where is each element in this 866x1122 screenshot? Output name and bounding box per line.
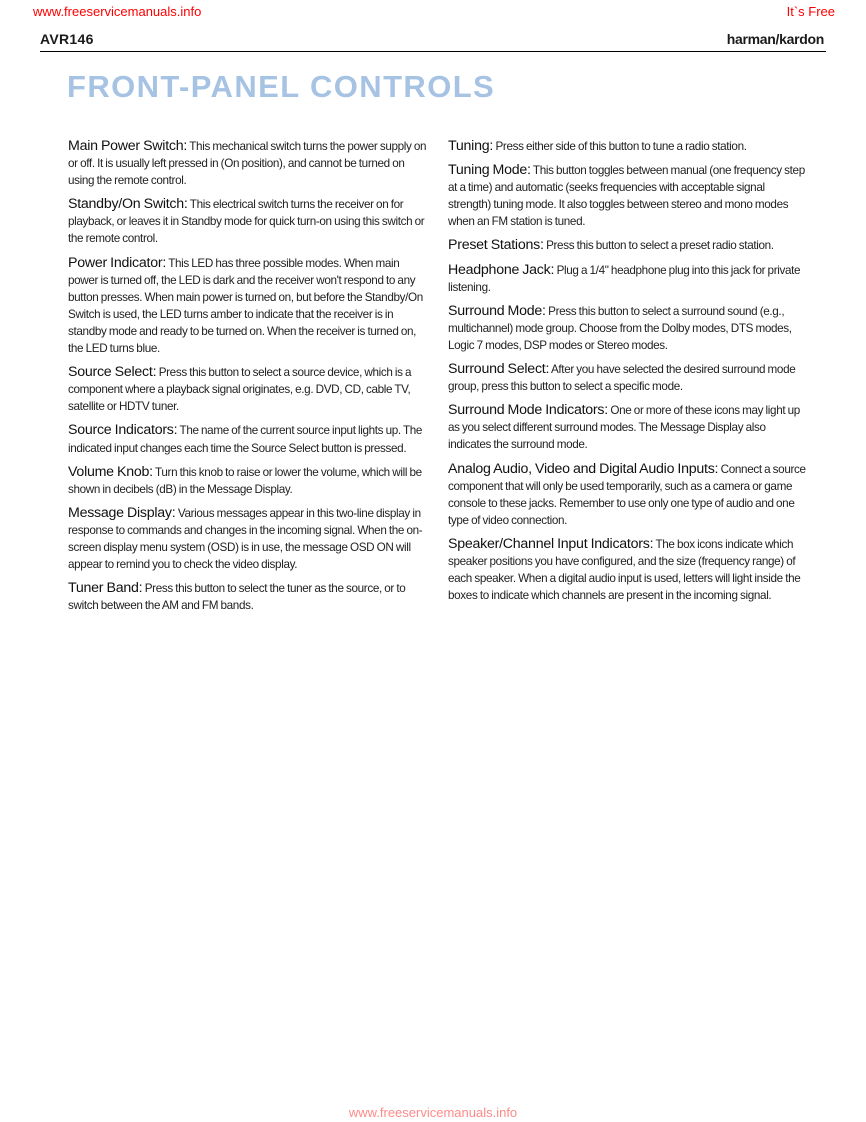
entry-speaker-channel-indicators [448, 536, 810, 604]
entry-term: Tuning Mode: [448, 162, 531, 179]
page-header [40, 29, 826, 52]
entry-text: One or more of these icons may light up as you select different surround modes. The Message Display also indicates the surround mode. [448, 404, 800, 452]
top-link-bar [33, 4, 835, 22]
entry-source-indicators [68, 422, 430, 456]
entry-tuner-band [68, 580, 430, 614]
entry-term: Source Select: [68, 364, 157, 381]
entry-surround-mode [448, 303, 810, 354]
entry-term: Surround Select: [448, 361, 550, 378]
entry-text: This LED has three possible modes. When main power is turned off, the LED is dark and the receiver won't respond to any button presses. When main power is turned on, but before the Standby/On Switch is used, the LED turns amber to indicate that the receiver is in standby mode and ready to be turned on. When the receiver is turned on, the LED turns blue. [68, 256, 423, 356]
entry-term: Analog Audio, Video and Digital Audio Inputs: [448, 460, 719, 477]
model-number: AVR146 [40, 31, 94, 47]
entry-surround-mode-indicators [448, 402, 810, 453]
entry-text: Connect a source component that will only be used temporarily, such as a camera or game console to these jacks. Remember to use only one type of audio and one type of video connection. [448, 462, 806, 527]
entry-text: Turn this knob to raise or lower the volume, which will be shown in decibels (dB) in the Message Display. [68, 465, 422, 496]
entry-text: After you have selected the desired surround mode group, press this button to select a specific mode. [448, 363, 796, 394]
entry-term: Surround Mode: [448, 302, 546, 319]
entry-term: Tuner Band: [68, 580, 143, 597]
entry-term: Main Power Switch: [68, 138, 188, 154]
entry-source-select [68, 364, 430, 415]
free-link[interactable]: It`s Free [786, 4, 835, 19]
entry-analog-digital-inputs [448, 461, 810, 529]
entry-main-power-switch [68, 138, 430, 189]
entry-text: Press this button to select the tuner as the source, or to switch between the AM and FM bands. [68, 582, 406, 613]
entry-term: Preset Stations: [448, 237, 544, 254]
entry-term: Standby/On Switch: [68, 196, 188, 213]
entry-surround-select [448, 361, 810, 395]
page-title: FRONT-PANEL CONTROLS [67, 69, 496, 104]
entry-tuning [448, 138, 810, 155]
entry-text: This button toggles between manual (one frequency step at a time) and automatic (seeks frequencies with acceptable signal strength) tuning mode. It also toggles between stereo and mono modes when an FM station is tuned. [448, 164, 805, 229]
left-column [68, 138, 430, 621]
entry-term: Speaker/Channel Input Indicators: [448, 535, 654, 552]
entry-tuning-mode [448, 162, 810, 230]
entry-term: Tuning: [448, 138, 494, 154]
entry-text: Various messages appear in this two-line display in response to commands and changes in the incoming signal. When the on-screen display menu system (OSD) is in use, the message OSD ON will appear to remind you to check the video display. [68, 506, 423, 572]
entry-message-display [68, 505, 430, 573]
brand-logo: harman/kardon [726, 31, 824, 47]
site-link[interactable]: www.freeservicemanuals.info [33, 4, 202, 19]
entry-preset-stations [448, 237, 810, 254]
entry-text: Press this button to select a source device, which is a component where a playback signal originates, e.g. DVD, CD, cable TV, satellite or HDTV tuner. [68, 366, 412, 414]
entry-volume-knob [68, 464, 430, 498]
entry-term: Message Display: [68, 504, 176, 521]
entry-term: Source Indicators: [68, 422, 178, 439]
entry-text: Plug a 1/4" headphone plug into this jack for private listening. [448, 263, 801, 294]
entry-power-indicator [68, 255, 430, 358]
right-column [448, 138, 810, 611]
entry-headphone-jack [448, 262, 810, 296]
entry-text: The box icons indicate which speaker positions you have configured, and the size (frequency range) of each speaker. When a digital audio input is used, letters will light inside the boxes to indicate which channels are present in the incoming signal. [448, 537, 801, 603]
entry-text: This mechanical switch turns the power supply on or off. It is usually left pressed in (On position), and cannot be turned on using the remote control. [68, 140, 427, 188]
entry-text: This electrical switch turns the receiver on for playback, or leaves it in Standby mode for quick turn-on using this switch or the remote control. [68, 198, 425, 246]
entry-standby-on-switch [68, 196, 430, 247]
entry-term: Headphone Jack: [448, 261, 555, 278]
entry-term: Power Indicator: [68, 254, 167, 271]
footer-site-link[interactable]: www.freeservicemanuals.info [348, 1105, 518, 1120]
entry-term: Surround Mode Indicators: [448, 402, 608, 419]
entry-term: Volume Knob: [68, 463, 153, 480]
entry-text: The name of the current source input lights up. The indicated input changes each time the Source Select button is pressed. [68, 424, 423, 455]
entry-text: Press this button to select a surround sound (e.g., multichannel) mode group. Choose from the Dolby modes, DTS modes, Logic 7 modes, DSP modes or Stereo modes. [448, 304, 792, 352]
entry-text: Press either side of this button to tune a radio station. [495, 140, 747, 153]
entry-text: Press this button to select a preset radio station. [546, 239, 774, 253]
